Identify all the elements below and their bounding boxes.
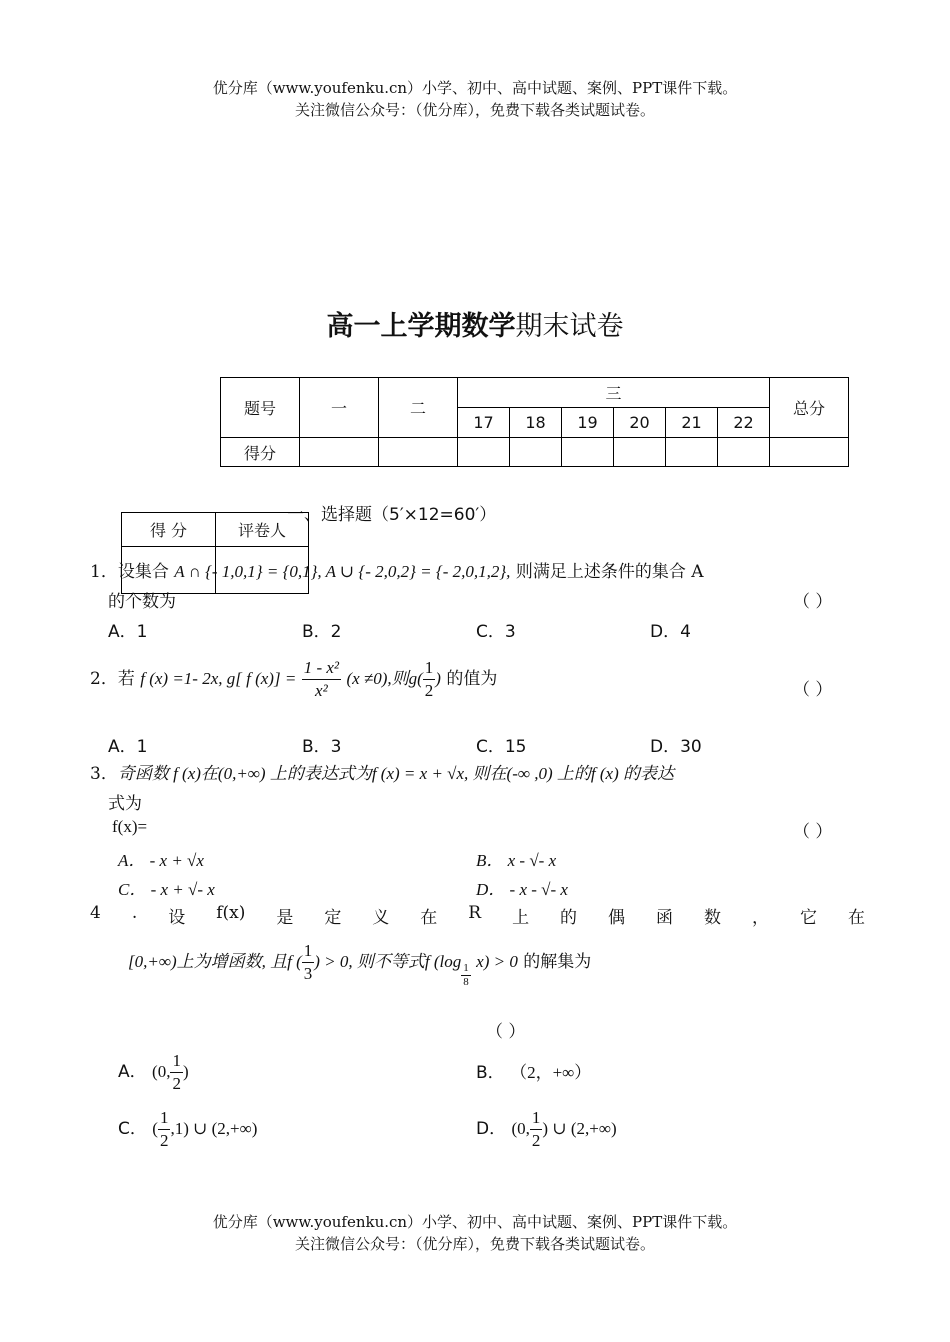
score-table-score-label: 得分 bbox=[221, 438, 300, 467]
q3-line-2: 式为 bbox=[108, 794, 142, 814]
q4-log-base-den: 8 bbox=[463, 976, 469, 988]
q4-answer-paren: （ ） bbox=[486, 1022, 526, 1042]
title-bold: 高一上学期数学 bbox=[326, 311, 516, 342]
question-2 bbox=[90, 657, 810, 702]
q1-expr: A ∩ {- 1,0,1} = {0,1}, A ∪ {- 2,0,2} = {- 2,0,1,2}, bbox=[174, 562, 511, 581]
q4-word: 设 bbox=[168, 908, 186, 928]
q4-option-d bbox=[476, 1107, 617, 1152]
score-cell bbox=[666, 438, 718, 467]
score-cell bbox=[718, 438, 770, 467]
score-cell bbox=[300, 438, 379, 467]
score-cell bbox=[562, 438, 614, 467]
score-table-subcol: 19 bbox=[562, 408, 614, 438]
score-table-subcol: 22 bbox=[718, 408, 770, 438]
q4-option-a-pre: (0, bbox=[152, 1062, 171, 1081]
q4-option-c bbox=[118, 1107, 257, 1152]
q4-option-c-label: C． bbox=[118, 1119, 147, 1139]
q1-line-2: 的个数为 bbox=[108, 592, 176, 612]
q4-option-a bbox=[118, 1050, 189, 1095]
q1-option-b: B．2 bbox=[302, 622, 342, 642]
q4-word: 在 bbox=[847, 908, 865, 928]
grader-score-label: 得 分 bbox=[122, 513, 216, 547]
q2-half bbox=[423, 657, 436, 702]
section-1-title: 一、选择题（5′×12=60′） bbox=[287, 505, 497, 525]
score-cell bbox=[379, 438, 458, 467]
q1-answer-paren: （ ） bbox=[793, 592, 833, 612]
q3-text: 奇函数 f (x)在(0,+∞) 上的表达式为f (x) = x + √x, 则在(-∞ ,0) 上的f (x) 的表达 bbox=[117, 764, 674, 783]
q4-word: 偶 bbox=[608, 908, 626, 928]
q4-third bbox=[302, 940, 315, 985]
score-table-col-1: 一 bbox=[300, 378, 379, 438]
q4-word: 定 bbox=[324, 908, 342, 928]
q2-expr-3: ) bbox=[435, 669, 441, 688]
q2-fraction bbox=[302, 657, 341, 702]
q4-option-c-frac bbox=[158, 1107, 171, 1152]
q4-word: 的 bbox=[560, 908, 578, 928]
q4-word: 数 bbox=[704, 908, 721, 928]
q4-word: 义 bbox=[372, 908, 390, 928]
q4-option-a-post: ) bbox=[182, 1062, 189, 1081]
q4-expr-b: ) > 0, 则不等式f (log bbox=[314, 952, 462, 971]
q4-number: 4 bbox=[90, 903, 101, 923]
q4-word: . bbox=[131, 903, 138, 923]
score-table-col-3: 三 bbox=[458, 378, 770, 408]
q4-option-a-num: 1 bbox=[170, 1050, 183, 1073]
question-3 bbox=[90, 759, 865, 784]
q2-post: 的值为 bbox=[446, 669, 498, 689]
q3-number: 3． bbox=[90, 764, 118, 784]
score-cell bbox=[614, 438, 666, 467]
q2-answer-paren: （ ） bbox=[793, 680, 833, 700]
score-table-col-2: 二 bbox=[379, 378, 458, 438]
q1-post: 则满足上述条件的集合 A bbox=[515, 562, 704, 582]
q4-log-base bbox=[461, 962, 471, 989]
q4-line-2 bbox=[128, 940, 828, 989]
q4-option-d-pre: (0, bbox=[511, 1119, 530, 1138]
q1-number: 1． bbox=[90, 562, 118, 582]
page-header bbox=[0, 77, 950, 121]
score-table-row-label: 题号 bbox=[221, 378, 300, 438]
q4-line-2-post: 的解集为 bbox=[523, 952, 592, 972]
q4-option-d-label: D． bbox=[476, 1119, 507, 1139]
q2-option-c: C．15 bbox=[476, 737, 527, 757]
q4-option-c-num: 1 bbox=[158, 1107, 171, 1130]
score-cell bbox=[458, 438, 510, 467]
footer-line-1: 优分库（www.youfenku.cn）小学、初中、高中试题、案例、PPT课件下载。 bbox=[212, 1213, 738, 1231]
q2-expr-2: (x ≠0),则g( bbox=[346, 669, 423, 688]
page-title bbox=[0, 304, 950, 343]
q2-option-a: A．1 bbox=[108, 737, 148, 757]
q4-option-c-post: ,1) ∪ (2,+∞) bbox=[170, 1119, 258, 1138]
q3-option-a: A． - x + √x bbox=[118, 851, 204, 870]
score-table-subcol: 18 bbox=[510, 408, 562, 438]
score-table-total: 总分 bbox=[770, 378, 849, 438]
q4-option-a-frac bbox=[170, 1050, 183, 1095]
q4-option-b-label: B． bbox=[476, 1063, 505, 1083]
title-normal: 期末试卷 bbox=[515, 311, 624, 342]
header-line-2: 关注微信公众号：（优分库），免费下载各类试题试卷。 bbox=[294, 101, 655, 119]
header-line-1: 优分库（www.youfenku.cn）小学、初中、高中试题、案例、PPT课件下载。 bbox=[212, 79, 738, 97]
q4-third-num: 1 bbox=[302, 940, 315, 963]
q4-expr-a: [0,+∞)上为增函数, 且f ( bbox=[128, 952, 302, 971]
q4-option-b-expr: （2，+∞） bbox=[510, 1063, 592, 1082]
q4-option-c-pre: ( bbox=[152, 1119, 158, 1138]
q3-option-d: D． - x - √- x bbox=[476, 880, 568, 899]
q2-fraction-den: x² bbox=[315, 681, 328, 700]
q4-word: f(x) bbox=[216, 903, 246, 923]
q4-option-a-den: 2 bbox=[172, 1074, 181, 1093]
q4-word: 是 bbox=[276, 908, 294, 928]
q4-option-b bbox=[476, 1058, 591, 1083]
q2-half-den: 2 bbox=[424, 681, 434, 700]
q2-fraction-num: 1 - x² bbox=[302, 657, 341, 680]
q1-option-a: A．1 bbox=[108, 622, 148, 642]
q4-word: 在 bbox=[420, 908, 438, 928]
q2-number: 2．若 bbox=[90, 669, 135, 689]
q4-option-a-label: A． bbox=[118, 1062, 147, 1082]
q3-line-3: f(x)= bbox=[112, 817, 148, 836]
q3-option-b: B． x - √- x bbox=[476, 851, 557, 870]
q2-option-d: D．30 bbox=[650, 737, 702, 757]
q4-option-d-den: 2 bbox=[531, 1131, 541, 1150]
question-1 bbox=[90, 557, 865, 582]
q3-answer-paren: （ ） bbox=[793, 822, 833, 842]
q4-option-d-num: 1 bbox=[530, 1107, 543, 1130]
q2-option-b: B．3 bbox=[302, 737, 342, 757]
q4-option-d-frac bbox=[530, 1107, 543, 1152]
q3-option-c: C． - x + √- x bbox=[118, 880, 215, 899]
q4-word: 函 bbox=[656, 908, 674, 928]
question-4 bbox=[90, 903, 865, 928]
page-footer bbox=[0, 1211, 950, 1255]
score-table-subcol: 21 bbox=[666, 408, 718, 438]
score-cell bbox=[510, 438, 562, 467]
score-table-subcol: 17 bbox=[458, 408, 510, 438]
footer-line-2: 关注微信公众号：（优分库），免费下载各类试题试卷。 bbox=[294, 1235, 655, 1253]
q2-half-num: 1 bbox=[423, 657, 436, 680]
q2-expr-1: f (x) =1- 2x, g[ f (x)] = bbox=[140, 669, 297, 688]
q1-option-c: C．3 bbox=[476, 622, 516, 642]
q4-log-base-num: 1 bbox=[463, 962, 469, 974]
q1-option-d: D．4 bbox=[650, 622, 691, 642]
score-table bbox=[220, 377, 849, 467]
q4-third-den: 3 bbox=[303, 964, 313, 983]
q4-option-d-post: ) ∪ (2,+∞) bbox=[542, 1119, 617, 1138]
q1-pre: 设集合 bbox=[117, 562, 169, 582]
score-cell bbox=[770, 438, 849, 467]
q4-word: 它 bbox=[799, 908, 817, 928]
q4-word: R bbox=[468, 903, 482, 923]
q4-word: ， bbox=[751, 908, 769, 928]
grader-reviewer-label: 评卷人 bbox=[216, 513, 309, 547]
q4-word: 上 bbox=[512, 908, 530, 928]
q4-option-c-den: 2 bbox=[159, 1131, 169, 1150]
q4-expr-c: x) > 0 bbox=[476, 952, 518, 971]
score-table-subcol: 20 bbox=[614, 408, 666, 438]
